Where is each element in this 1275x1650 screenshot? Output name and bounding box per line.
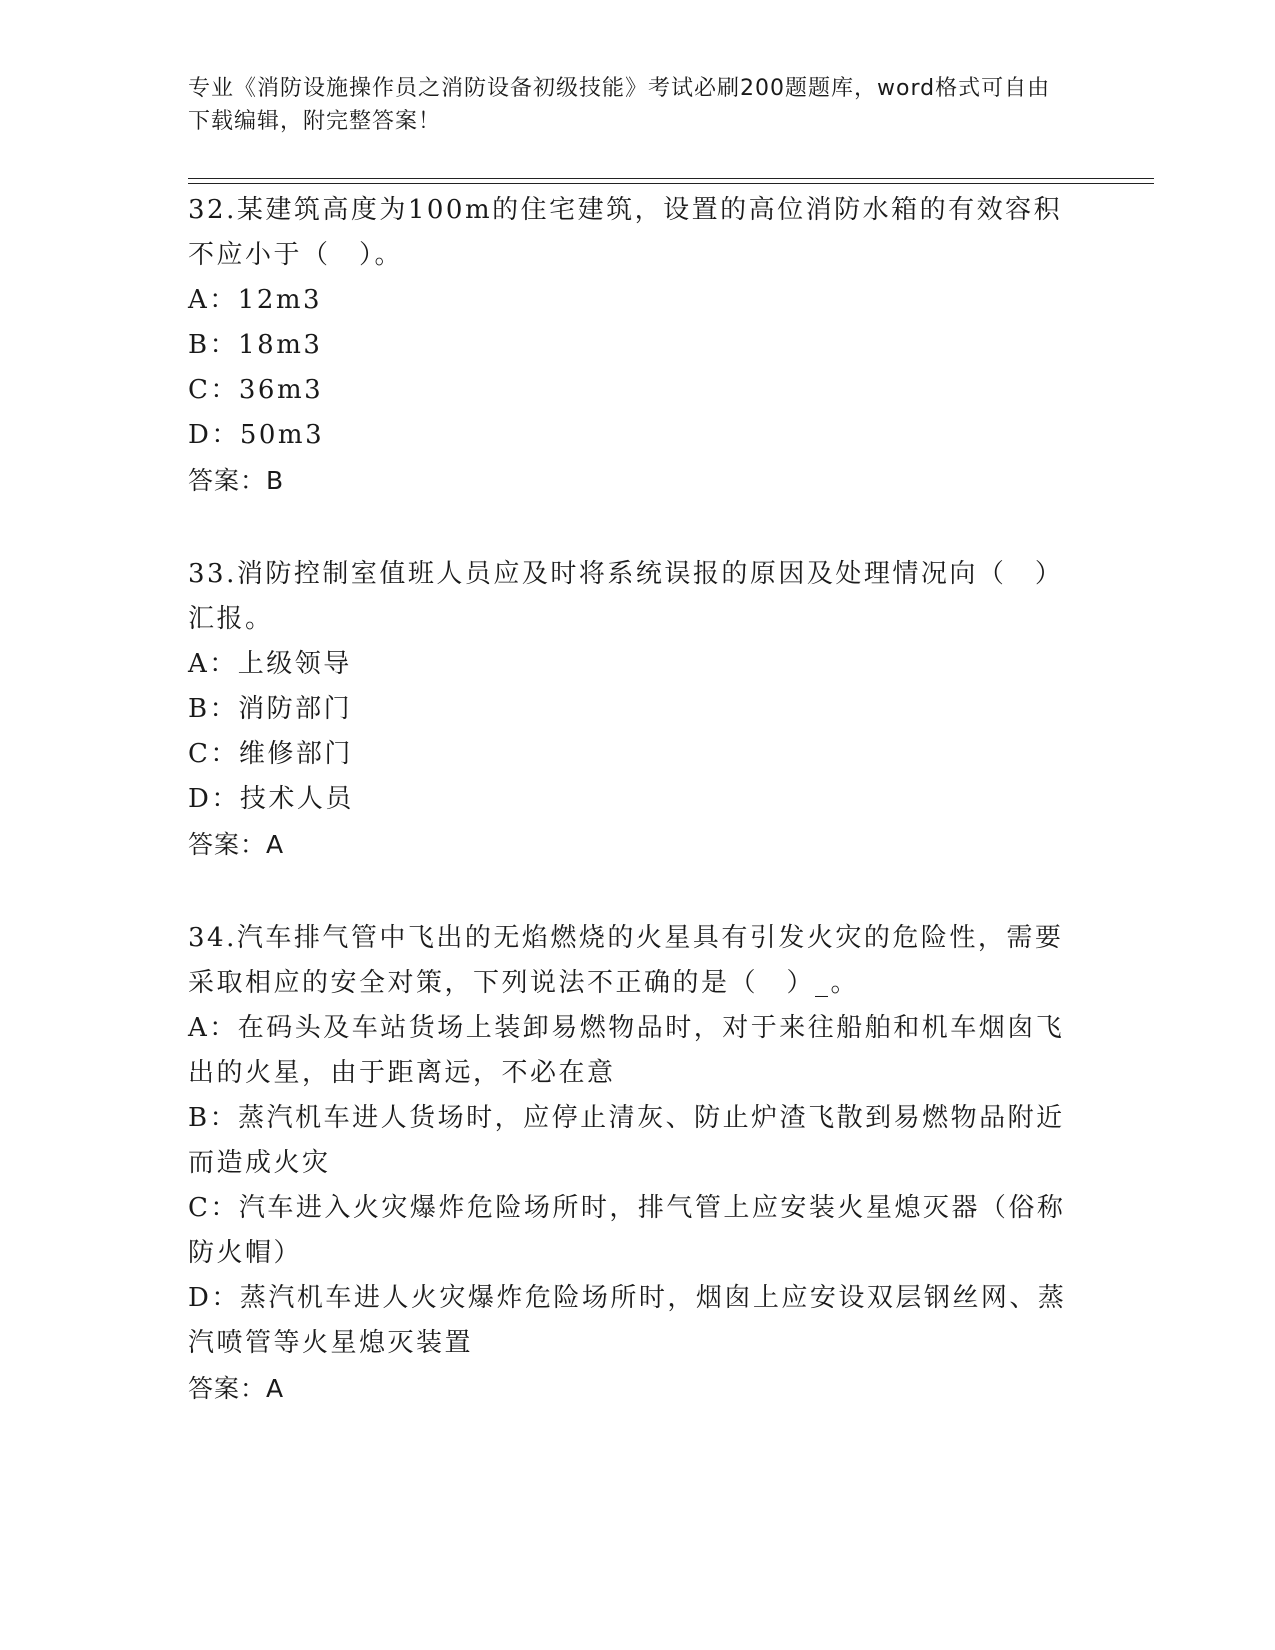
option-d: D：技术人员 xyxy=(188,784,354,814)
question-34 xyxy=(188,916,1088,1411)
option-b: B：蒸汽机车进人货场时，应停止清灰、防止炉渣飞散到易燃物品附近而造成火灾 xyxy=(188,1103,1065,1178)
question-33 xyxy=(188,552,1088,867)
option-b: B：18m3 xyxy=(188,330,323,360)
answer-line: 答案：A xyxy=(188,830,285,859)
option-a: A：12m3 xyxy=(188,285,323,315)
option-d: D：蒸汽机车进人火灾爆炸危险场所时，烟囱上应安设双层钢丝网、蒸汽喷管等火星熄灭装置 xyxy=(188,1283,1067,1358)
answer-line: 答案：A xyxy=(188,1374,285,1403)
header-divider-bottom xyxy=(188,183,1154,184)
option-c: C：36m3 xyxy=(188,375,324,405)
option-c: C：汽车进入火灾爆炸危险场所时，排气管上应安装火星熄灭器（俗称防火帽） xyxy=(188,1193,1066,1268)
question-32 xyxy=(188,188,1088,503)
question-stem: 33.消防控制室值班人员应及时将系统误报的原因及处理情况向（ ）汇报。 xyxy=(188,559,1064,634)
option-a: A：在码头及车站货场上装卸易燃物品时，对于来往船舶和机车烟囱飞出的火星，由于距离远，不必在意 xyxy=(188,1013,1065,1088)
option-a: A：上级领导 xyxy=(188,649,352,679)
question-stem: 32.某建筑高度为100m的住宅建筑，设置的高位消防水箱的有效容积不应小于（ ）。 xyxy=(188,195,1063,270)
answer-line: 答案：B xyxy=(188,466,285,495)
question-stem: 34.汽车排气管中飞出的无焰燃烧的火星具有引发火灾的危险性，需要采取相应的安全对策，下列说法不正确的是（ ）_。 xyxy=(188,923,1064,998)
option-d: D：50m3 xyxy=(188,420,325,450)
option-c: C：维修部门 xyxy=(188,739,353,769)
header-divider-top xyxy=(188,178,1154,179)
document-header: 专业《消防设施操作员之消防设备初级技能》考试必刷200题题库，word格式可自由下载编辑，附完整答案！ xyxy=(188,76,1051,134)
option-b: B：消防部门 xyxy=(188,694,353,724)
